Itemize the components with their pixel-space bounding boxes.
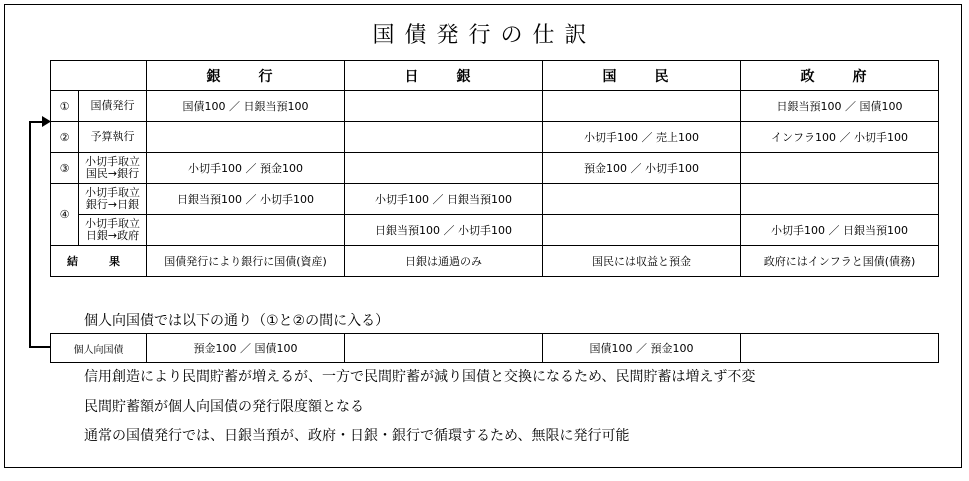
- header-boj: 日 銀: [345, 61, 543, 91]
- cell-bank: 国債100 ／ 日銀当預100: [147, 91, 345, 122]
- header-row: [51, 61, 939, 91]
- note-line: 民間貯蓄額が個人向国債の発行限度額となる: [84, 399, 364, 415]
- cell-bank: [147, 215, 345, 246]
- table-row: [51, 122, 939, 153]
- cell-gov: [741, 153, 939, 184]
- cell-boj: 日銀当預100 ／ 小切手100: [345, 215, 543, 246]
- result-bank: 国債発行により銀行に国債(資産): [147, 246, 345, 277]
- cell-people: [543, 215, 741, 246]
- cell-gov: [741, 184, 939, 215]
- header-corner: [51, 61, 147, 91]
- arrow-right-icon: [42, 116, 52, 128]
- row-number: ④: [51, 184, 79, 246]
- individual-label: 個人向国債: [51, 334, 147, 363]
- row-label-line1: 小切手取立: [85, 186, 140, 199]
- table-row: [51, 215, 939, 246]
- table-row: [51, 153, 939, 184]
- connector-vertical-line: [29, 121, 31, 347]
- header-gov: 政 府: [741, 61, 939, 91]
- result-gov: 政府にはインフラと国債(債務): [741, 246, 939, 277]
- cell-people: [543, 184, 741, 215]
- individual-bond-note: 個人向国債では以下の通り（①と②の間に入る）: [84, 313, 390, 329]
- journal-table: [50, 60, 939, 277]
- cell-people: 小切手100 ／ 売上100: [543, 122, 741, 153]
- row-label-line1: 小切手取立: [85, 155, 140, 168]
- cell-boj: [345, 153, 543, 184]
- header-bank: 銀 行: [147, 61, 345, 91]
- individual-boj: [345, 334, 543, 363]
- result-row: [51, 246, 939, 277]
- result-boj: 日銀は通過のみ: [345, 246, 543, 277]
- cell-people: [543, 91, 741, 122]
- row-label: [79, 184, 147, 215]
- row-label-line2: 国民→銀行: [85, 167, 140, 180]
- individual-people: 国債100 ／ 預金100: [543, 334, 741, 363]
- header-people: 国 民: [543, 61, 741, 91]
- row-label: [79, 215, 147, 246]
- cell-boj: [345, 122, 543, 153]
- result-people: 国民には収益と預金: [543, 246, 741, 277]
- individual-bond-row: [51, 334, 939, 363]
- cell-bank: 小切手100 ／ 預金100: [147, 153, 345, 184]
- row-label-line1: 小切手取立: [85, 217, 140, 230]
- row-label: 予算執行: [79, 122, 147, 153]
- row-label-line2: 日銀→政府: [85, 229, 140, 242]
- note-line: 通常の国債発行では、日銀当預が、政府・日銀・銀行で循環するため、無限に発行可能: [84, 428, 630, 444]
- cell-bank: 日銀当預100 ／ 小切手100: [147, 184, 345, 215]
- note-line: 信用創造により民間貯蓄が増えるが、一方で民間貯蓄が減り国債と交換になるため、民間貯蓄は増えず不変: [84, 369, 756, 385]
- row-label: 国債発行: [79, 91, 147, 122]
- row-number: ②: [51, 122, 79, 153]
- cell-boj: 小切手100 ／ 日銀当預100: [345, 184, 543, 215]
- individual-bank: 預金100 ／ 国債100: [147, 334, 345, 363]
- table-row: [51, 91, 939, 122]
- table-row: [51, 184, 939, 215]
- connector-bottom-line: [29, 346, 50, 348]
- row-number: ③: [51, 153, 79, 184]
- row-label-line2: 銀行→日銀: [85, 198, 140, 211]
- cell-gov: インフラ100 ／ 小切手100: [741, 122, 939, 153]
- cell-bank: [147, 122, 345, 153]
- cell-boj: [345, 91, 543, 122]
- cell-gov: 日銀当預100 ／ 国債100: [741, 91, 939, 122]
- row-number: ①: [51, 91, 79, 122]
- cell-gov: 小切手100 ／ 日銀当預100: [741, 215, 939, 246]
- individual-bond-table: [50, 333, 939, 363]
- cell-people: 預金100 ／ 小切手100: [543, 153, 741, 184]
- row-label: [79, 153, 147, 184]
- page-title: 国債発行の仕訳: [372, 23, 597, 48]
- individual-gov: [741, 334, 939, 363]
- result-label: 結 果: [51, 246, 147, 277]
